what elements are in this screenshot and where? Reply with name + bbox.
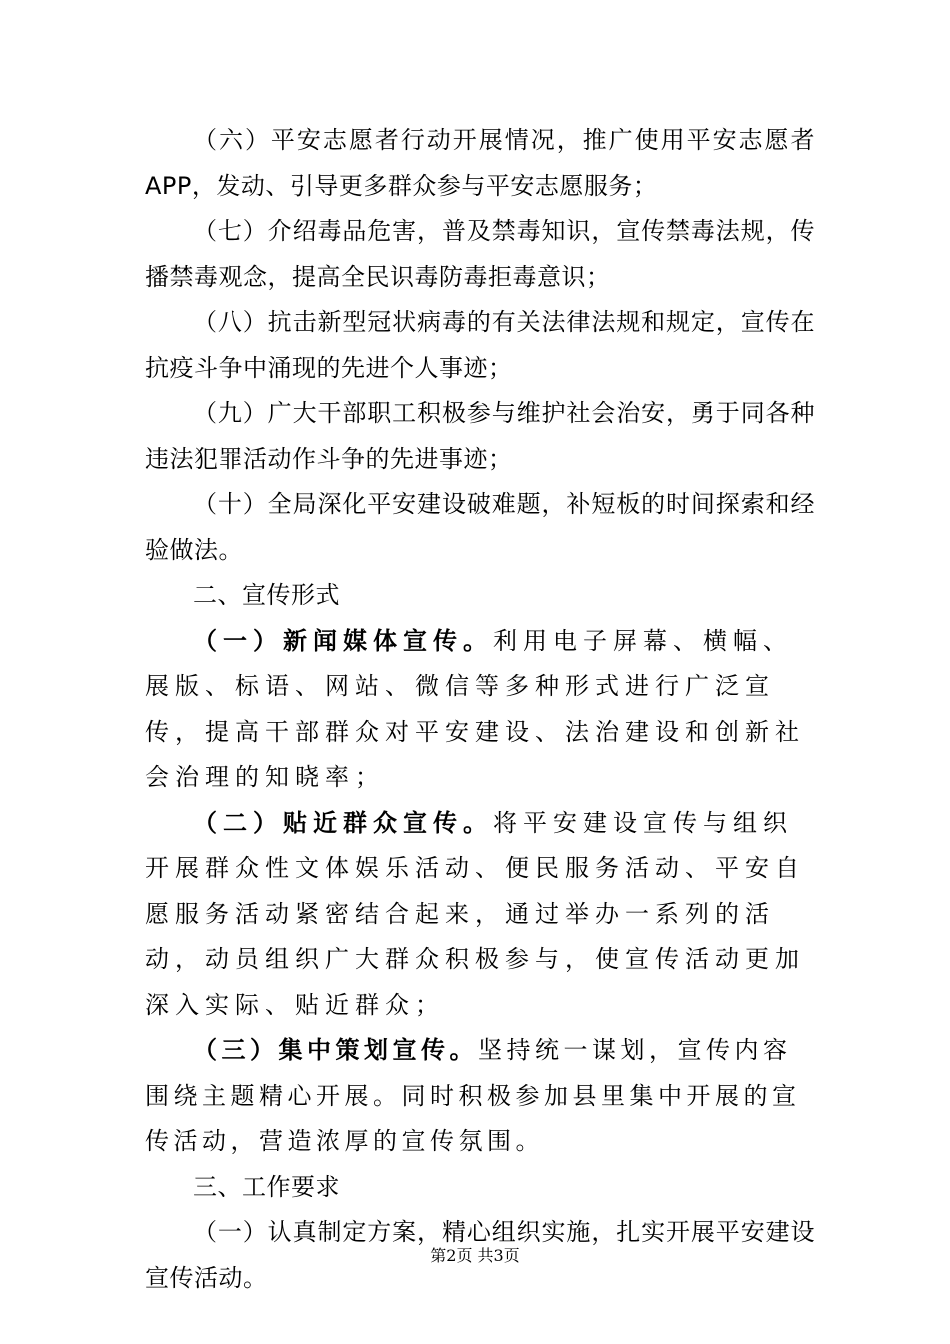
section-heading-text: 二、宣传形式 bbox=[193, 581, 340, 609]
paragraph-text: （七）介绍毒品危害，普及禁毒知识，宣传禁毒法规，传播禁毒观念，提高全民识毒防毒拒毒意识； bbox=[145, 217, 815, 291]
paragraph-lead: （一）新闻媒体宣传。 bbox=[193, 626, 493, 655]
paragraph-item-10 bbox=[145, 482, 815, 573]
paragraph-item-9 bbox=[145, 391, 815, 482]
paragraph-item-7 bbox=[145, 209, 815, 300]
paragraph-text: 利用电子屏幕、横幅、展版、标语、网站、微信等多种形式进行广泛宣传，提高干部群众对平安建设、法治建设和创新社会治理的知晓率； bbox=[145, 626, 805, 791]
paragraph-text: （八）抗击新型冠状病毒的有关法律法规和规定，宣传在抗疫斗争中涌现的先进个人事迹； bbox=[145, 308, 815, 382]
paragraph-text: （九）广大干部职工积极参与维护社会治安，勇于同各种违法犯罪活动作斗争的先进事迹； bbox=[145, 399, 815, 473]
paragraph-text: （六）平安志愿者行动开展情况，推广使用平安志愿者APP，发动、引导更多群众参与平安志愿服务； bbox=[145, 126, 815, 200]
paragraph-text: 坚持统一谋划，宣传内容围绕主题精心开展。同时积极参加县里集中开展的宣传活动，营造浓厚的宣传氛围。 bbox=[145, 1036, 801, 1155]
paragraph-item-8 bbox=[145, 300, 815, 391]
section-heading-text: 三、工作要求 bbox=[193, 1172, 340, 1201]
section-heading-3 bbox=[145, 1165, 815, 1211]
paragraph-text: （十）全局深化平安建设破难题，补短板的时间探索和经验做法。 bbox=[145, 490, 815, 564]
paragraph-text: 将平安建设宣传与组织开展群众性文体娱乐活动、便民服务活动、平安自愿服务活动紧密结合起来，通过举办一系列的活动，动员组织广大群众积极参与，使宣传活动更加深入实际、贴近群众； bbox=[145, 808, 805, 1019]
paragraph-lead: （二）贴近群众宣传。 bbox=[193, 808, 493, 837]
paragraph-lead: （三）集中策划宣传。 bbox=[193, 1036, 478, 1064]
paragraph-focused-publicity bbox=[145, 1028, 815, 1165]
paragraph-grassroots-publicity bbox=[145, 801, 815, 1029]
section-heading-2 bbox=[145, 573, 815, 619]
page-footer bbox=[0, 1243, 950, 1266]
page-number-label: 第2页 共3页 bbox=[430, 1246, 520, 1265]
document-body bbox=[145, 118, 815, 1301]
paragraph-item-6 bbox=[145, 118, 815, 209]
paragraph-media-publicity bbox=[145, 619, 815, 801]
paragraph-text: （一）认真制定方案，精心组织实施，扎实开展平安建设宣传活动。 bbox=[145, 1218, 815, 1292]
